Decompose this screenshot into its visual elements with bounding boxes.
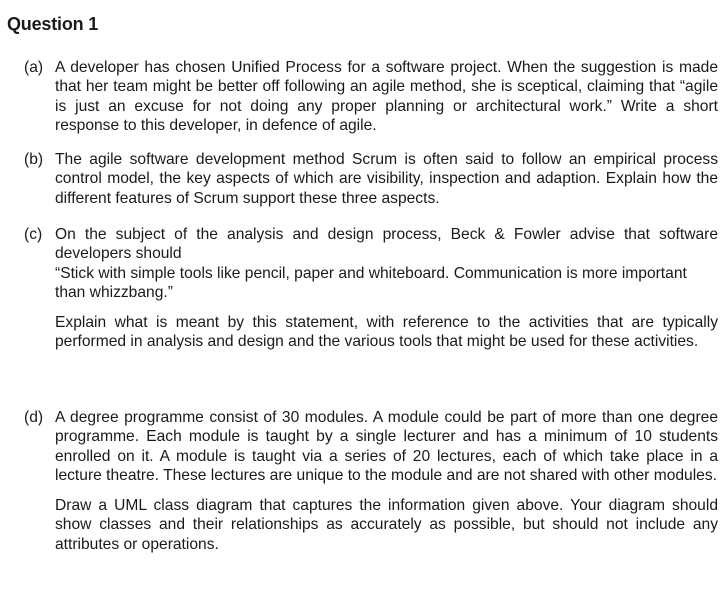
part-text: Explain what is meant by this statement, with reference to the activities that are typically performed in analysis and design and the various tools that might be used for these activities. (55, 314, 718, 351)
part-text: A developer has chosen Unified Process for a software project. When the suggestion is made that her team might be better off following an agile method, she is sceptical, claiming that “agile is just an excuse for not doing any proper planning or architectural work.” Write a short response to this developer, in defence of agile. (55, 59, 718, 134)
question-part-b (24, 150, 718, 208)
part-label: (a) (24, 59, 44, 76)
part-instruction: Draw a UML class diagram that captures the information given above. Your diagram should show classes and their relationships as accurately as possible, but should not include any attributes or operations. (55, 497, 718, 553)
part-text: The agile software development method Scrum is often said to follow an empirical process control model, the key aspects of which are visibility, inspection and adaption. Explain how the different features of Scrum support these three aspects. (55, 151, 718, 207)
part-intro: On the subject of the analysis and design process, Beck & Fowler advise that software developers should (55, 226, 718, 263)
part-text: A degree programme consist of 30 modules. A module could be part of more than one degree programme. Each module is taught by a single lecturer and has a minimum of 10 students enrolled on it. A module is taught via a series of 20 lectures, each of which take place in a lecture theatre. These lectures are unique to the module and are not shared with other modules. (55, 409, 718, 484)
question-part-d (24, 408, 718, 554)
part-label: (c) (24, 226, 43, 243)
question-part-a (24, 58, 718, 135)
quotation: “Stick with simple tools like pencil, paper and whiteboard. Communication is more important than whizzbang.” (55, 264, 687, 301)
question-part-c (24, 225, 718, 352)
question-heading: Question 1 (7, 14, 99, 34)
part-label: (d) (24, 409, 44, 426)
part-label: (b) (24, 151, 44, 168)
